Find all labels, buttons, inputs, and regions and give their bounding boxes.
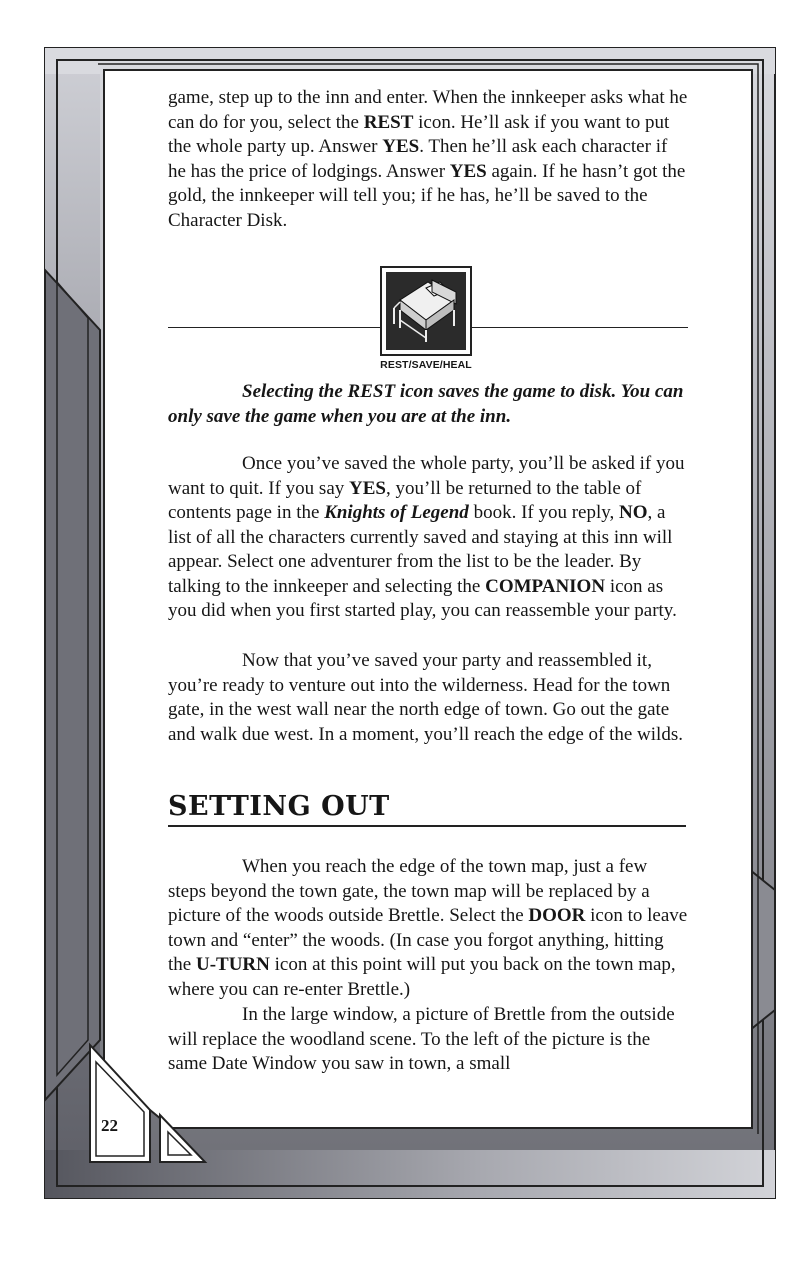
text-run: icon to leave town and “enter” the woods. (In case you forgot anything, hitting the: [168, 905, 688, 975]
section-heading: SETTING OUT: [168, 790, 686, 827]
text-run: , you’ll be returned to the table of contents page in the: [168, 477, 642, 523]
figure-caption: Selecting the REST icon saves the game to disk. You can only save the game when you are at the inn.: [168, 381, 684, 427]
frame-right-notch: [750, 870, 775, 1030]
text-run: icon as you did when you first started play, you can reassemble your party.: [168, 575, 677, 621]
text-run: . Then he’ll ask each character if he has the price of lodgings. Answer: [168, 136, 668, 182]
text-run: icon. He’ll ask if you want to put the whole party up. Answer: [168, 111, 670, 157]
keyword-door: DOOR: [528, 905, 586, 926]
keyword-rest: REST: [363, 111, 414, 133]
keyword-companion: COMPANION: [485, 575, 606, 597]
rule-right: [472, 327, 688, 328]
bed-icon: [386, 272, 466, 350]
frame-left-notch: [45, 270, 100, 1100]
bed-icon-background: [386, 272, 466, 350]
paragraph-quit: [168, 452, 688, 624]
icon-caption: REST/SAVE/HEAL: [380, 359, 472, 371]
rest-icon-figure: [168, 264, 688, 376]
text-run: Once you’ve saved the whole party, you’ll be asked if you want to quit. If you say: [168, 453, 685, 499]
book-title: Knights of Legend: [324, 502, 469, 523]
page-number: 22: [101, 1116, 118, 1135]
keyword-yes: YES: [382, 136, 420, 157]
keyword-no: NO: [619, 502, 648, 523]
paragraph-edge: [168, 855, 688, 1002]
paragraph-inn: [168, 86, 688, 233]
keyword-u-turn: U-TURN: [195, 954, 270, 975]
text-run: , a list of all the characters currently saved and staying at this inn will appear. Select one adventurer from the list to be the leader. By talking to the innkeeper and selecting the: [168, 502, 673, 597]
paragraph-window: In the large window, a picture of Brettle from the outside will replace the woodland scene. To the left of the picture is the same Date Window you saw in town, a small: [168, 1004, 675, 1074]
text-run: game, step up to the inn and enter. When the innkeeper asks what he can do for you, select the: [168, 87, 688, 133]
text-run: icon at this point will put you back on the town map, where you can re-enter Brettle.): [168, 954, 676, 1000]
text-run: When you reach the edge of the town map, just a few steps beyond the town gate, the town map will be replaced by a picture of the woods outside Brettle. Select the: [168, 856, 650, 926]
paragraph-venture: Now that you’ve saved your party and reassembled it, you’re ready to venture out into the wilderness. Head for the town gate, in the west wall near the north edge of town. Go out the gate and walk due west. In a moment, you’ll reach the edge of the wilds.: [168, 650, 683, 745]
frame-bottom-band: [45, 1150, 775, 1198]
keyword-yes: YES: [349, 477, 386, 499]
text-run: again. If he hasn’t got the gold, the innkeeper will tell you; if he has, he’ll be saved to the Character Disk.: [168, 160, 686, 231]
rule-left: [168, 327, 380, 328]
text-run: book. If you reply,: [468, 502, 620, 523]
keyword-yes: YES: [449, 160, 487, 182]
bed-icon-box: [380, 266, 472, 356]
